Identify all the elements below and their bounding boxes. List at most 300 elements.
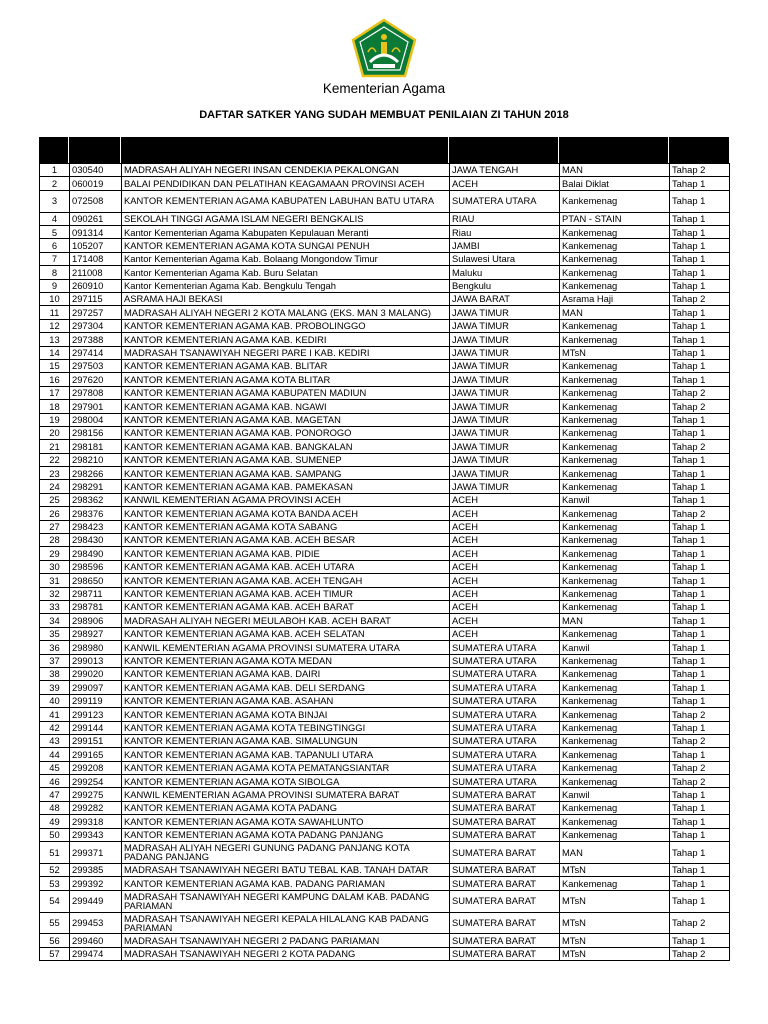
row-number-cell: 56 bbox=[40, 934, 70, 947]
satker-code-cell: 297808 bbox=[70, 386, 122, 399]
satker-name-cell: KANTOR KEMENTERIAN AGAMA KAB. ACEH TENGAH bbox=[122, 574, 450, 587]
row-number-cell: 29 bbox=[40, 547, 70, 560]
satker-code-cell: 299449 bbox=[70, 890, 122, 912]
satker-code-cell: 298927 bbox=[70, 627, 122, 640]
province-cell: ACEH bbox=[450, 574, 560, 587]
satker-name-cell: KANTOR KEMENTERIAN AGAMA KAB. ACEH BESAR bbox=[122, 534, 450, 547]
row-number-cell: 28 bbox=[40, 534, 70, 547]
unit-type-cell: Kankemenag bbox=[560, 574, 670, 587]
satker-name-cell: KANTOR KEMENTERIAN AGAMA KAB. ACEH BARAT bbox=[122, 601, 450, 614]
province-cell: SUMATERA UTARA bbox=[450, 190, 560, 212]
unit-type-cell: Kankemenag bbox=[560, 507, 670, 520]
satker-name-cell: MADRASAH ALIYAH NEGERI MEULABOH KAB. ACEH BARAT bbox=[122, 614, 450, 627]
stage-cell: Tahap 2 bbox=[670, 947, 730, 960]
unit-type-cell: Kankemenag bbox=[560, 453, 670, 466]
satker-name-cell: SEKOLAH TINGGI AGAMA ISLAM NEGERI BENGKALIS bbox=[122, 212, 450, 225]
satker-name-cell: KANTOR KEMENTERIAN AGAMA KAB. ACEH TIMUR bbox=[122, 587, 450, 600]
province-cell: JAWA TIMUR bbox=[450, 440, 560, 453]
satker-name-cell: KANTOR KEMENTERIAN AGAMA KAB. SUMENEP bbox=[122, 453, 450, 466]
table-row bbox=[40, 252, 730, 265]
satker-code-cell: 298596 bbox=[70, 560, 122, 573]
satker-name-cell: KANTOR KEMENTERIAN AGAMA KAB. BLITAR bbox=[122, 359, 450, 372]
satker-code-cell: 298980 bbox=[70, 641, 122, 654]
satker-name-cell: MADRASAH TSANAWIYAH NEGERI KAMPUNG DALAM KAB. PADANG PARIAMAN bbox=[122, 890, 450, 912]
stage-cell: Tahap 1 bbox=[670, 239, 730, 252]
stage-cell: Tahap 1 bbox=[670, 601, 730, 614]
satker-code-cell: 299013 bbox=[70, 654, 122, 667]
row-number-cell: 21 bbox=[40, 440, 70, 453]
table-row bbox=[40, 212, 730, 225]
satker-name-cell: MADRASAH TSANAWIYAH NEGERI 2 KOTA PADANG bbox=[122, 947, 450, 960]
table-row bbox=[40, 520, 730, 533]
unit-type-cell: Kankemenag bbox=[560, 748, 670, 761]
stage-cell: Tahap 1 bbox=[670, 828, 730, 841]
satker-code-cell: 299385 bbox=[70, 863, 122, 876]
province-cell: SUMATERA BARAT bbox=[450, 801, 560, 814]
province-cell: JAWA TIMUR bbox=[450, 467, 560, 480]
stage-cell: Tahap 2 bbox=[670, 440, 730, 453]
row-number-cell: 24 bbox=[40, 480, 70, 493]
satker-name-cell: KANTOR KEMENTERIAN AGAMA KOTA BINJAI bbox=[122, 708, 450, 721]
row-number-cell: 45 bbox=[40, 761, 70, 774]
row-number-cell: 20 bbox=[40, 426, 70, 439]
province-cell: RIAU bbox=[450, 212, 560, 225]
province-cell: ACEH bbox=[450, 547, 560, 560]
satker-name-cell: BALAI PENDIDIKAN DAN PELATIHAN KEAGAMAAN PROVINSI ACEH bbox=[122, 177, 450, 190]
row-number-cell: 10 bbox=[40, 293, 70, 306]
table-row bbox=[40, 373, 730, 386]
row-number-cell: 52 bbox=[40, 863, 70, 876]
unit-type-cell: Kankemenag bbox=[560, 801, 670, 814]
row-number-cell: 26 bbox=[40, 507, 70, 520]
province-cell: ACEH bbox=[450, 520, 560, 533]
satker-code-cell: 299275 bbox=[70, 788, 122, 801]
satker-code-cell: 298906 bbox=[70, 614, 122, 627]
satker-name-cell: KANWIL KEMENTERIAN AGAMA PROVINSI ACEH bbox=[122, 493, 450, 506]
satker-code-cell: 297115 bbox=[70, 293, 122, 306]
row-number-cell: 12 bbox=[40, 319, 70, 332]
table-row bbox=[40, 266, 730, 279]
satker-name-cell: KANTOR KEMENTERIAN AGAMA KABUPATEN MADIUN bbox=[122, 386, 450, 399]
province-cell: ACEH bbox=[450, 601, 560, 614]
stage-cell: Tahap 1 bbox=[670, 373, 730, 386]
satker-name-cell: KANTOR KEMENTERIAN AGAMA KAB. MAGETAN bbox=[122, 413, 450, 426]
satker-code-cell: 297257 bbox=[70, 306, 122, 319]
satker-code-cell: 297503 bbox=[70, 359, 122, 372]
satker-code-cell: 299165 bbox=[70, 748, 122, 761]
unit-type-cell: Kankemenag bbox=[560, 386, 670, 399]
province-cell: ACEH bbox=[450, 493, 560, 506]
table-row bbox=[40, 190, 730, 212]
satker-code-cell: 299474 bbox=[70, 947, 122, 960]
stage-cell: Tahap 1 bbox=[670, 266, 730, 279]
satker-name-cell: KANTOR KEMENTERIAN AGAMA KAB. DELI SERDANG bbox=[122, 681, 450, 694]
satker-code-cell: 299453 bbox=[70, 912, 122, 934]
satker-code-cell: 299460 bbox=[70, 934, 122, 947]
satker-name-cell: KANTOR KEMENTERIAN AGAMA KOTA PADANG PANJANG bbox=[122, 828, 450, 841]
row-number-cell: 57 bbox=[40, 947, 70, 960]
table-row bbox=[40, 681, 730, 694]
stage-cell: Tahap 2 bbox=[670, 708, 730, 721]
table-row bbox=[40, 934, 730, 947]
row-number-cell: 48 bbox=[40, 801, 70, 814]
province-cell: SUMATERA UTARA bbox=[450, 748, 560, 761]
unit-type-cell: Kanwil bbox=[560, 641, 670, 654]
province-cell: SUMATERA BARAT bbox=[450, 947, 560, 960]
table-body bbox=[40, 164, 730, 961]
unit-type-cell: Kankemenag bbox=[560, 654, 670, 667]
unit-type-cell: Kankemenag bbox=[560, 601, 670, 614]
table-row bbox=[40, 560, 730, 573]
province-cell: JAWA TIMUR bbox=[450, 346, 560, 359]
stage-cell: Tahap 1 bbox=[670, 306, 730, 319]
satker-code-cell: 299282 bbox=[70, 801, 122, 814]
province-cell: SUMATERA BARAT bbox=[450, 863, 560, 876]
province-cell: SUMATERA BARAT bbox=[450, 912, 560, 934]
row-number-cell: 51 bbox=[40, 842, 70, 864]
row-number-cell: 19 bbox=[40, 413, 70, 426]
table-row bbox=[40, 319, 730, 332]
satker-code-cell: 072508 bbox=[70, 190, 122, 212]
stage-cell: Tahap 1 bbox=[670, 177, 730, 190]
table-row bbox=[40, 293, 730, 306]
row-number-cell: 18 bbox=[40, 400, 70, 413]
stage-cell: Tahap 1 bbox=[670, 212, 730, 225]
province-cell: Bengkulu bbox=[450, 279, 560, 292]
unit-type-cell: Kanwil bbox=[560, 788, 670, 801]
unit-type-cell: Kankemenag bbox=[560, 359, 670, 372]
row-number-cell: 11 bbox=[40, 306, 70, 319]
stage-cell: Tahap 1 bbox=[670, 359, 730, 372]
satker-code-cell: 060019 bbox=[70, 177, 122, 190]
stage-cell: Tahap 1 bbox=[670, 681, 730, 694]
unit-type-cell: Kankemenag bbox=[560, 547, 670, 560]
stage-cell: Tahap 1 bbox=[670, 863, 730, 876]
satker-code-cell: 298781 bbox=[70, 601, 122, 614]
satker-name-cell: KANTOR KEMENTERIAN AGAMA KOTA TEBINGTINGGI bbox=[122, 721, 450, 734]
table-row bbox=[40, 177, 730, 190]
stage-cell: Tahap 1 bbox=[670, 252, 730, 265]
satker-table bbox=[39, 163, 730, 961]
province-cell: JAWA BARAT bbox=[450, 293, 560, 306]
satker-name-cell: KANTOR KEMENTERIAN AGAMA KAB. KEDIRI bbox=[122, 333, 450, 346]
table-row bbox=[40, 507, 730, 520]
province-cell: ACEH bbox=[450, 507, 560, 520]
table-row bbox=[40, 748, 730, 761]
table-header-bar bbox=[39, 137, 729, 163]
unit-type-cell: Kankemenag bbox=[560, 708, 670, 721]
satker-code-cell: 298650 bbox=[70, 574, 122, 587]
satker-name-cell: MADRASAH ALIYAH NEGERI 2 KOTA MALANG (EKS. MAN 3 MALANG) bbox=[122, 306, 450, 319]
satker-name-cell: KANTOR KEMENTERIAN AGAMA KOTA SABANG bbox=[122, 520, 450, 533]
stage-cell: Tahap 1 bbox=[670, 587, 730, 600]
table-row bbox=[40, 877, 730, 890]
stage-cell: Tahap 1 bbox=[670, 534, 730, 547]
province-cell: JAWA TIMUR bbox=[450, 386, 560, 399]
unit-type-cell: PTAN - STAIN bbox=[560, 212, 670, 225]
row-number-cell: 54 bbox=[40, 890, 70, 912]
province-cell: SUMATERA UTARA bbox=[450, 667, 560, 680]
satker-name-cell: KANTOR KEMENTERIAN AGAMA KAB. DAIRI bbox=[122, 667, 450, 680]
province-cell: JAWA TIMUR bbox=[450, 400, 560, 413]
satker-name-cell: KANTOR KEMENTERIAN AGAMA KOTA MEDAN bbox=[122, 654, 450, 667]
province-cell: JAWA TIMUR bbox=[450, 373, 560, 386]
table-row bbox=[40, 534, 730, 547]
province-cell: SUMATERA UTARA bbox=[450, 654, 560, 667]
province-cell: JAWA TIMUR bbox=[450, 413, 560, 426]
unit-type-cell: MTsN bbox=[560, 890, 670, 912]
row-number-cell: 30 bbox=[40, 560, 70, 573]
table-row bbox=[40, 239, 730, 252]
province-cell: JAMBI bbox=[450, 239, 560, 252]
satker-name-cell: KANTOR KEMENTERIAN AGAMA KOTA SIBOLGA bbox=[122, 775, 450, 788]
table-row bbox=[40, 694, 730, 707]
satker-code-cell: 090261 bbox=[70, 212, 122, 225]
row-number-cell: 32 bbox=[40, 587, 70, 600]
table-row bbox=[40, 587, 730, 600]
unit-type-cell: Kankemenag bbox=[560, 467, 670, 480]
unit-type-cell: Kankemenag bbox=[560, 587, 670, 600]
row-number-cell: 38 bbox=[40, 667, 70, 680]
satker-name-cell: KANTOR KEMENTERIAN AGAMA KABUPATEN LABUHAN BATU UTARA bbox=[122, 190, 450, 212]
table-row bbox=[40, 426, 730, 439]
stage-cell: Tahap 2 bbox=[670, 507, 730, 520]
row-number-cell: 7 bbox=[40, 252, 70, 265]
satker-code-cell: 299119 bbox=[70, 694, 122, 707]
stage-cell: Tahap 2 bbox=[670, 761, 730, 774]
table-row bbox=[40, 413, 730, 426]
satker-code-cell: 299254 bbox=[70, 775, 122, 788]
row-number-cell: 44 bbox=[40, 748, 70, 761]
province-cell: SUMATERA BARAT bbox=[450, 788, 560, 801]
stage-cell: Tahap 1 bbox=[670, 346, 730, 359]
table-row bbox=[40, 654, 730, 667]
satker-code-cell: 105207 bbox=[70, 239, 122, 252]
unit-type-cell: MTsN bbox=[560, 912, 670, 934]
satker-name-cell: KANTOR KEMENTERIAN AGAMA KAB. PADANG PARIAMAN bbox=[122, 877, 450, 890]
row-number-cell: 39 bbox=[40, 681, 70, 694]
satker-code-cell: 299144 bbox=[70, 721, 122, 734]
province-cell: SUMATERA BARAT bbox=[450, 934, 560, 947]
stage-cell: Tahap 1 bbox=[670, 627, 730, 640]
unit-type-cell: Kanwil bbox=[560, 493, 670, 506]
table-row bbox=[40, 641, 730, 654]
satker-name-cell: ASRAMA HAJI BEKASI bbox=[122, 293, 450, 306]
stage-cell: Tahap 2 bbox=[670, 775, 730, 788]
unit-type-cell: Kankemenag bbox=[560, 426, 670, 439]
satker-name-cell: MADRASAH TSANAWIYAH NEGERI KEPALA HILALANG KAB PADANG PARIAMAN bbox=[122, 912, 450, 934]
satker-code-cell: 299208 bbox=[70, 761, 122, 774]
row-number-cell: 1 bbox=[40, 164, 70, 177]
province-cell: JAWA TIMUR bbox=[450, 359, 560, 372]
row-number-cell: 41 bbox=[40, 708, 70, 721]
satker-code-cell: 299097 bbox=[70, 681, 122, 694]
satker-code-cell: 298362 bbox=[70, 493, 122, 506]
kementerian-agama-logo bbox=[348, 18, 420, 80]
province-cell: ACEH bbox=[450, 534, 560, 547]
stage-cell: Tahap 1 bbox=[670, 467, 730, 480]
province-cell: ACEH bbox=[450, 627, 560, 640]
unit-type-cell: MTsN bbox=[560, 934, 670, 947]
stage-cell: Tahap 1 bbox=[670, 934, 730, 947]
satker-name-cell: KANTOR KEMENTERIAN AGAMA KAB. BANGKALAN bbox=[122, 440, 450, 453]
row-number-cell: 9 bbox=[40, 279, 70, 292]
table-row bbox=[40, 912, 730, 934]
table-row bbox=[40, 863, 730, 876]
satker-code-cell: 299318 bbox=[70, 815, 122, 828]
row-number-cell: 8 bbox=[40, 266, 70, 279]
table-row bbox=[40, 614, 730, 627]
satker-name-cell: Kantor Kementerian Agama Kab. Buru Selatan bbox=[122, 266, 450, 279]
satker-name-cell: KANTOR KEMENTERIAN AGAMA KOTA SAWAHLUNTO bbox=[122, 815, 450, 828]
province-cell: SUMATERA BARAT bbox=[450, 890, 560, 912]
table-row bbox=[40, 333, 730, 346]
stage-cell: Tahap 1 bbox=[670, 333, 730, 346]
satker-code-cell: 299123 bbox=[70, 708, 122, 721]
row-number-cell: 37 bbox=[40, 654, 70, 667]
satker-code-cell: 297414 bbox=[70, 346, 122, 359]
unit-type-cell: Kankemenag bbox=[560, 319, 670, 332]
row-number-cell: 35 bbox=[40, 627, 70, 640]
province-cell: JAWA TIMUR bbox=[450, 306, 560, 319]
unit-type-cell: MAN bbox=[560, 306, 670, 319]
stage-cell: Tahap 1 bbox=[670, 801, 730, 814]
table-row bbox=[40, 947, 730, 960]
unit-type-cell: Kankemenag bbox=[560, 266, 670, 279]
satker-name-cell: Kantor Kementerian Agama Kabupaten Kepulauan Meranti bbox=[122, 226, 450, 239]
row-number-cell: 46 bbox=[40, 775, 70, 788]
row-number-cell: 6 bbox=[40, 239, 70, 252]
satker-code-cell: 298210 bbox=[70, 453, 122, 466]
row-number-cell: 15 bbox=[40, 359, 70, 372]
row-number-cell: 13 bbox=[40, 333, 70, 346]
satker-name-cell: KANTOR KEMENTERIAN AGAMA KAB. PAMEKASAN bbox=[122, 480, 450, 493]
stage-cell: Tahap 1 bbox=[670, 815, 730, 828]
table-row bbox=[40, 761, 730, 774]
satker-name-cell: Kantor Kementerian Agama Kab. Bolaang Mongondow Timur bbox=[122, 252, 450, 265]
province-cell: SUMATERA UTARA bbox=[450, 641, 560, 654]
unit-type-cell: Kankemenag bbox=[560, 373, 670, 386]
satker-name-cell: KANWIL KEMENTERIAN AGAMA PROVINSI SUMATERA BARAT bbox=[122, 788, 450, 801]
province-cell: SUMATERA BARAT bbox=[450, 815, 560, 828]
stage-cell: Tahap 1 bbox=[670, 574, 730, 587]
satker-name-cell: KANTOR KEMENTERIAN AGAMA KAB. ASAHAN bbox=[122, 694, 450, 707]
province-cell: JAWA TIMUR bbox=[450, 426, 560, 439]
stage-cell: Tahap 1 bbox=[670, 842, 730, 864]
province-cell: Maluku bbox=[450, 266, 560, 279]
unit-type-cell: Kankemenag bbox=[560, 877, 670, 890]
document-title: DAFTAR SATKER YANG SUDAH MEMBUAT PENILAIAN ZI TAHUN 2018 bbox=[199, 109, 569, 121]
satker-name-cell: MADRASAH ALIYAH NEGERI INSAN CENDEKIA PEKALONGAN bbox=[122, 164, 450, 177]
satker-name-cell: KANTOR KEMENTERIAN AGAMA KOTA BANDA ACEH bbox=[122, 507, 450, 520]
unit-type-cell: Kankemenag bbox=[560, 667, 670, 680]
table-row bbox=[40, 346, 730, 359]
table-row bbox=[40, 226, 730, 239]
satker-code-cell: 171408 bbox=[70, 252, 122, 265]
table-row bbox=[40, 734, 730, 747]
unit-type-cell: Asrama Haji bbox=[560, 293, 670, 306]
stage-cell: Tahap 1 bbox=[670, 641, 730, 654]
satker-code-cell: 211008 bbox=[70, 266, 122, 279]
table-row bbox=[40, 601, 730, 614]
row-number-cell: 50 bbox=[40, 828, 70, 841]
satker-name-cell: KANTOR KEMENTERIAN AGAMA KAB. SIMALUNGUN bbox=[122, 734, 450, 747]
satker-code-cell: 298156 bbox=[70, 426, 122, 439]
stage-cell: Tahap 1 bbox=[670, 694, 730, 707]
unit-type-cell: MAN bbox=[560, 614, 670, 627]
satker-code-cell: 298291 bbox=[70, 480, 122, 493]
table-row bbox=[40, 667, 730, 680]
unit-type-cell: MTsN bbox=[560, 863, 670, 876]
table-row bbox=[40, 440, 730, 453]
stage-cell: Tahap 1 bbox=[670, 279, 730, 292]
table-row bbox=[40, 359, 730, 372]
stage-cell: Tahap 1 bbox=[670, 453, 730, 466]
satker-name-cell: KANTOR KEMENTERIAN AGAMA KAB. PROBOLINGGO bbox=[122, 319, 450, 332]
satker-code-cell: 297304 bbox=[70, 319, 122, 332]
table-row bbox=[40, 775, 730, 788]
unit-type-cell: MTsN bbox=[560, 947, 670, 960]
unit-type-cell: Kankemenag bbox=[560, 226, 670, 239]
stage-cell: Tahap 1 bbox=[670, 877, 730, 890]
table-row bbox=[40, 400, 730, 413]
satker-code-cell: 298266 bbox=[70, 467, 122, 480]
province-cell: SUMATERA UTARA bbox=[450, 708, 560, 721]
province-cell: Sulawesi Utara bbox=[450, 252, 560, 265]
table-row bbox=[40, 801, 730, 814]
province-cell: JAWA TIMUR bbox=[450, 453, 560, 466]
satker-code-cell: 298376 bbox=[70, 507, 122, 520]
satker-code-cell: 299371 bbox=[70, 842, 122, 864]
table-row bbox=[40, 164, 730, 177]
table-row bbox=[40, 467, 730, 480]
unit-type-cell: Balai Diklat bbox=[560, 177, 670, 190]
satker-name-cell: KANTOR KEMENTERIAN AGAMA KAB. ACEH SELATAN bbox=[122, 627, 450, 640]
satker-code-cell: 298004 bbox=[70, 413, 122, 426]
satker-name-cell: MADRASAH ALIYAH NEGERI GUNUNG PADANG PANJANG KOTA PADANG PANJANG bbox=[122, 842, 450, 864]
unit-type-cell: Kankemenag bbox=[560, 520, 670, 533]
unit-type-cell: Kankemenag bbox=[560, 761, 670, 774]
unit-type-cell: Kankemenag bbox=[560, 694, 670, 707]
row-number-cell: 14 bbox=[40, 346, 70, 359]
table-row bbox=[40, 279, 730, 292]
stage-cell: Tahap 1 bbox=[670, 426, 730, 439]
satker-name-cell: MADRASAH TSANAWIYAH NEGERI PARE I KAB. KEDIRI bbox=[122, 346, 450, 359]
satker-name-cell: KANTOR KEMENTERIAN AGAMA KAB. ACEH UTARA bbox=[122, 560, 450, 573]
satker-name-cell: KANTOR KEMENTERIAN AGAMA KOTA PADANG bbox=[122, 801, 450, 814]
unit-type-cell: Kankemenag bbox=[560, 413, 670, 426]
unit-type-cell: Kankemenag bbox=[560, 560, 670, 573]
stage-cell: Tahap 1 bbox=[670, 748, 730, 761]
stage-cell: Tahap 2 bbox=[670, 912, 730, 934]
table-row bbox=[40, 386, 730, 399]
province-cell: SUMATERA UTARA bbox=[450, 775, 560, 788]
province-cell: SUMATERA BARAT bbox=[450, 828, 560, 841]
province-cell: ACEH bbox=[450, 177, 560, 190]
stage-cell: Tahap 1 bbox=[670, 319, 730, 332]
row-number-cell: 47 bbox=[40, 788, 70, 801]
unit-type-cell: MTsN bbox=[560, 346, 670, 359]
satker-code-cell: 299392 bbox=[70, 877, 122, 890]
unit-type-cell: Kankemenag bbox=[560, 480, 670, 493]
province-cell: SUMATERA UTARA bbox=[450, 734, 560, 747]
row-number-cell: 42 bbox=[40, 721, 70, 734]
row-number-cell: 49 bbox=[40, 815, 70, 828]
unit-type-cell: Kankemenag bbox=[560, 828, 670, 841]
satker-code-cell: 299151 bbox=[70, 734, 122, 747]
stage-cell: Tahap 1 bbox=[670, 520, 730, 533]
unit-type-cell: Kankemenag bbox=[560, 440, 670, 453]
